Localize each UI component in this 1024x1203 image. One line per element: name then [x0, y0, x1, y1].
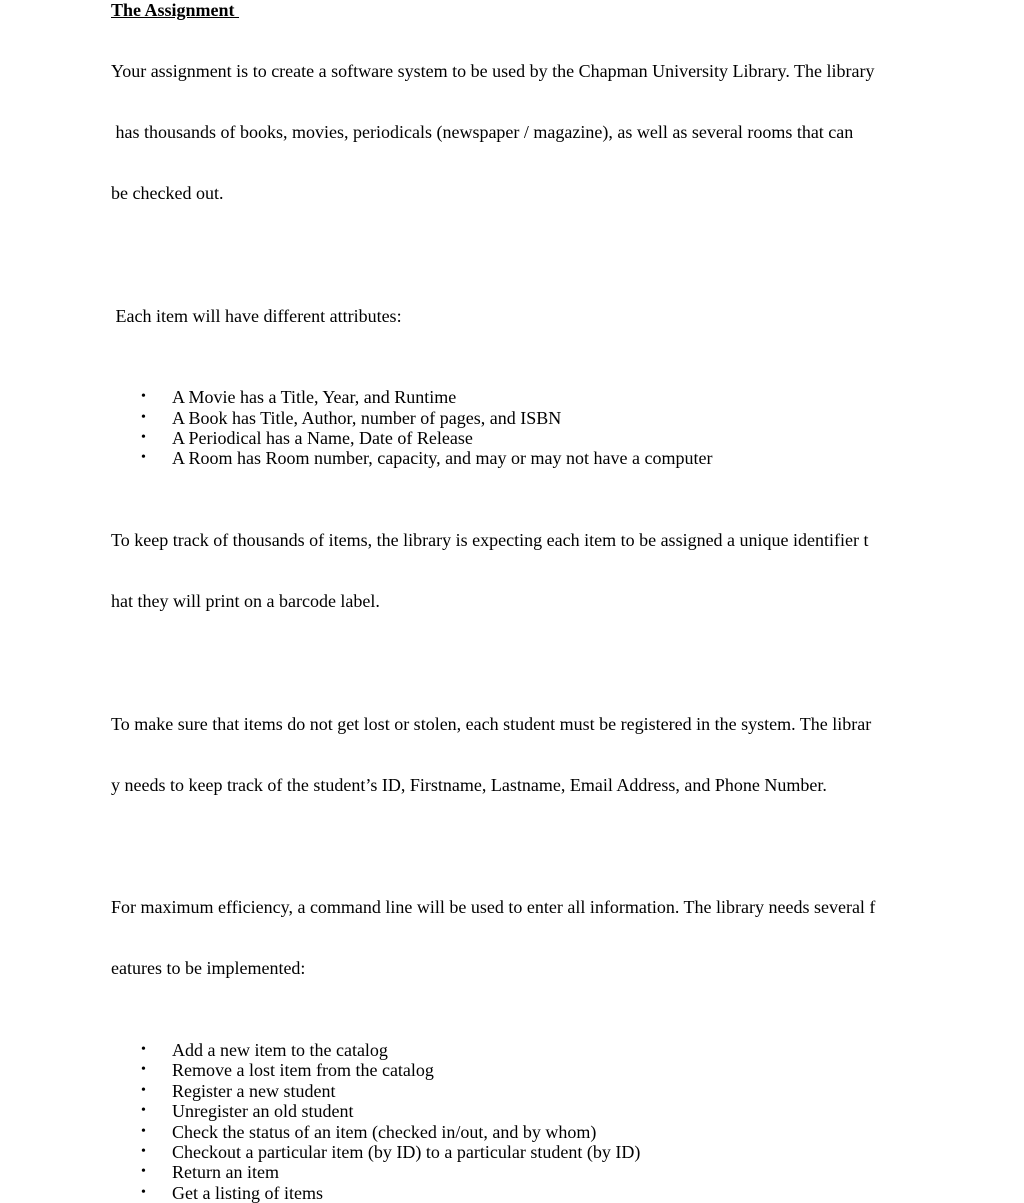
spacer: [111, 367, 911, 387]
list-item-text: Register a new student: [172, 1080, 336, 1101]
student-line: y needs to keep track of the student’s ID, Firstname, Lastname, Email Address, and Phone Number.: [111, 774, 827, 795]
intro-line: be checked out.: [111, 183, 224, 204]
list-item-text: A Book has Title, Author, number of pages, and ISBN: [172, 407, 562, 428]
list-item-text: Return an item: [172, 1162, 279, 1183]
document-title: The Assignment: [111, 0, 240, 20]
attributes-heading: [111, 265, 911, 367]
spacer: [111, 652, 911, 672]
list-item-text: Get a listing of items: [172, 1182, 323, 1203]
list-item: [111, 1101, 911, 1121]
bullet-icon: •: [141, 1123, 146, 1139]
list-item-text: Check the status of an item (checked in/out, and by whom): [172, 1121, 597, 1142]
list-item: [111, 428, 911, 448]
bullet-icon: •: [141, 450, 146, 466]
list-item: [111, 1162, 911, 1182]
bullet-icon: •: [141, 1082, 146, 1098]
bullet-icon: •: [141, 1164, 146, 1180]
list-item-text: A Periodical has a Name, Date of Release: [172, 428, 473, 448]
list-item-text: A Room has Room number, capacity, and may or may not have a computer: [172, 448, 713, 469]
intro-line: Your assignment is to create a software system to be used by the Chapman University Library. The library: [111, 60, 875, 81]
document-page: [111, 0, 911, 1203]
bullet-icon: •: [141, 389, 146, 405]
spacer: [111, 244, 911, 264]
intro-paragraph: [111, 20, 911, 244]
bullet-icon: •: [141, 1103, 146, 1119]
intro-line: has thousands of books, movies, periodicals (newspaper / magazine), as well as several rooms that can: [111, 122, 854, 143]
list-item-text: Checkout a particular item (by ID) to a particular student (by ID): [172, 1141, 641, 1162]
list-item: [111, 1122, 911, 1142]
identifier-line: To keep track of thousands of items, the library is expecting each item to be assigned a unique identifier t: [111, 529, 869, 550]
spacer: [111, 1020, 911, 1040]
list-item: [111, 1183, 911, 1203]
bullet-icon: •: [141, 1184, 146, 1200]
identifier-line: hat they will print on a barcode label.: [111, 591, 380, 612]
features-list: [111, 1040, 911, 1203]
spacer: [111, 469, 911, 489]
list-item: [111, 387, 911, 407]
student-line: To make sure that items do not get lost or stolen, each student must be registered in the system. The librar: [111, 713, 872, 734]
features-paragraph: [111, 856, 911, 1019]
list-item-text: Unregister an old student: [172, 1101, 354, 1122]
list-item: [111, 1060, 911, 1080]
student-paragraph: [111, 673, 911, 836]
list-item: [111, 448, 911, 468]
spacer: [111, 836, 911, 856]
bullet-icon: •: [141, 1062, 146, 1078]
bullet-icon: •: [141, 1143, 146, 1159]
bullet-icon: •: [141, 409, 146, 425]
list-item: [111, 1142, 911, 1162]
features-line: eatures to be implemented:: [111, 958, 306, 979]
list-item-text: Add a new item to the catalog: [172, 1040, 388, 1060]
identifier-paragraph: [111, 489, 911, 652]
list-item-text: Remove a lost item from the catalog: [172, 1060, 434, 1081]
attributes-list: [111, 387, 911, 469]
list-item: [111, 1040, 911, 1060]
list-item: [111, 408, 911, 428]
list-item: [111, 1081, 911, 1101]
bullet-icon: •: [141, 1042, 146, 1057]
list-item-text: A Movie has a Title, Year, and Runtime: [172, 387, 457, 408]
attributes-heading-text: Each item will have different attributes:: [111, 305, 402, 326]
features-line: For maximum efficiency, a command line will be used to enter all information. The library needs several f: [111, 897, 876, 918]
bullet-icon: •: [141, 430, 146, 445]
